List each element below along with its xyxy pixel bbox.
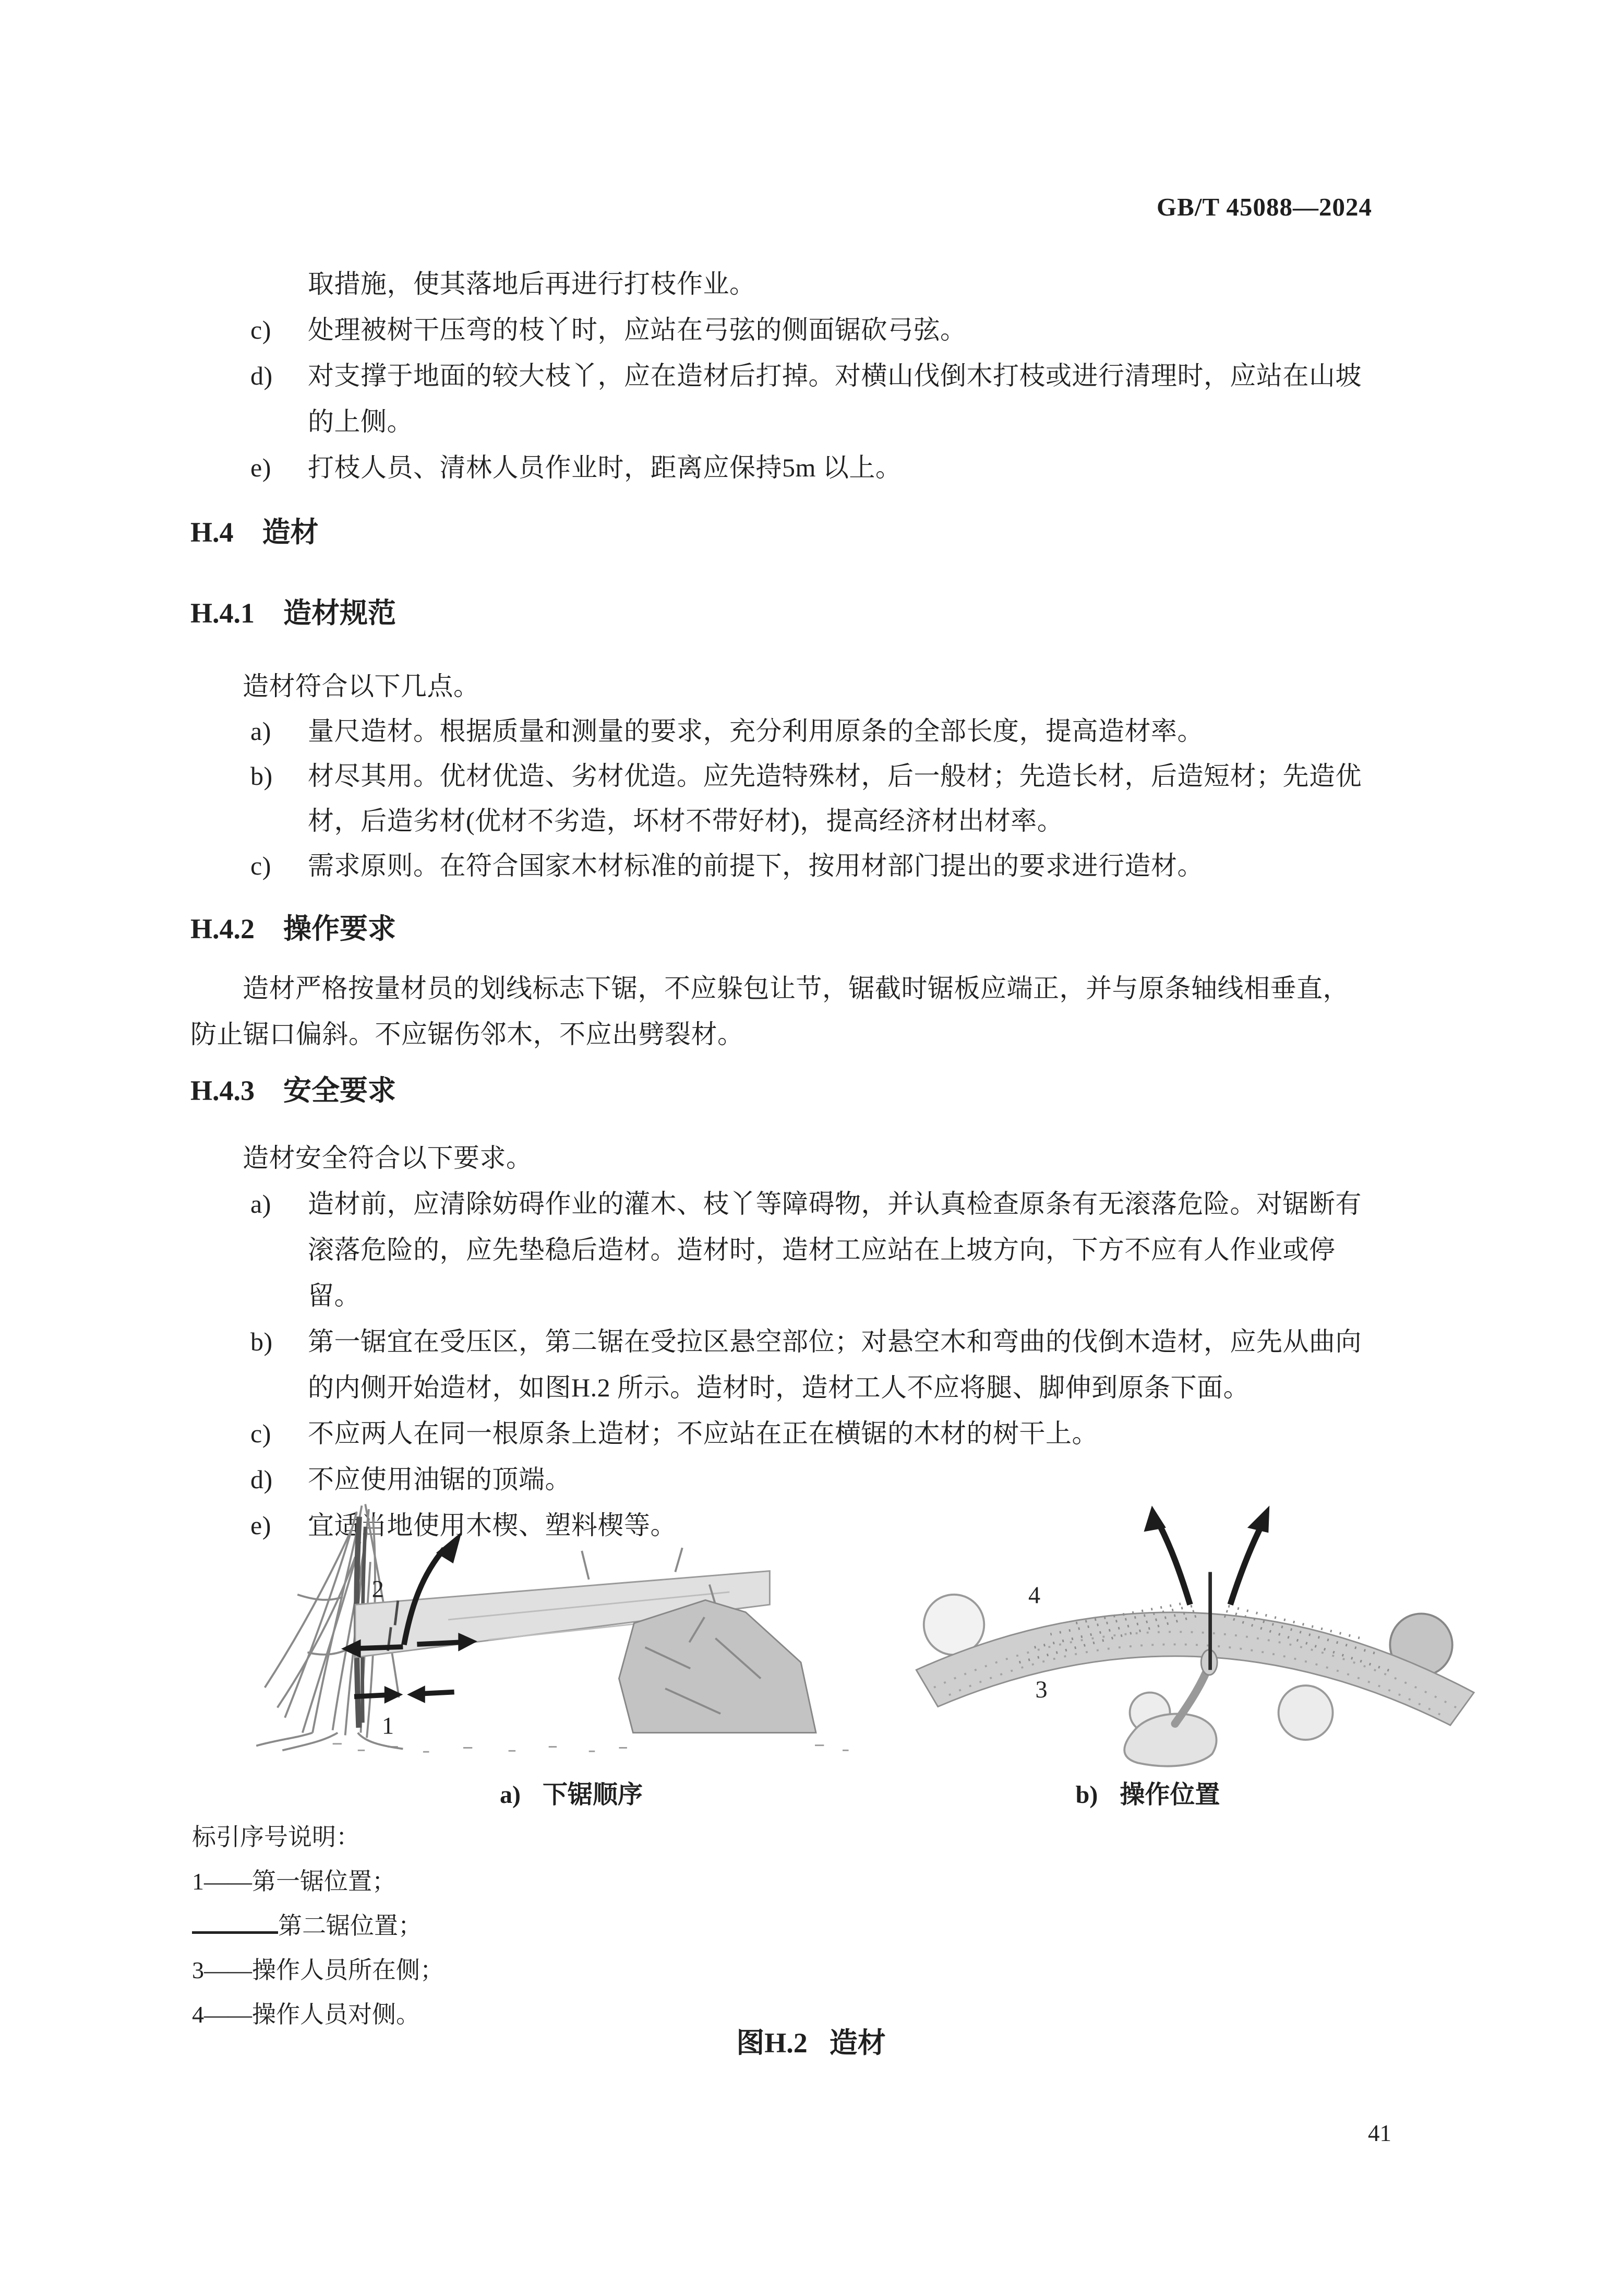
- caption-text: 操作位置: [1120, 1781, 1220, 1809]
- section-heading-h43: [190, 1072, 1372, 1109]
- legend-row: [192, 1948, 444, 1992]
- list-item: [190, 307, 1372, 353]
- item-text: 需求原则。在符合国家木材标准的前提下，按用材部门提出的要求进行造材。: [308, 851, 1204, 880]
- item-label: b): [250, 761, 273, 791]
- heading-number: H.4.1: [190, 597, 255, 629]
- item-label: d): [250, 361, 273, 390]
- list-item: [190, 1181, 1372, 1319]
- section-heading-h42: [190, 911, 1372, 947]
- standard-number-header: GB/T 45088—2024: [1157, 193, 1372, 221]
- list-item: [190, 1456, 1372, 1502]
- paragraph: 造材安全符合以下要求。: [243, 1143, 533, 1173]
- h41-body: [190, 664, 1372, 888]
- section-heading-h4: [190, 514, 1372, 551]
- caption-label: a): [500, 1781, 521, 1809]
- heading-title: 安全要求: [283, 1075, 397, 1106]
- list-item: [190, 1319, 1372, 1410]
- item-text: 对支撑于地面的较大枝丫，应在造材后打掉。对横山伐倒木打枝或进行清理时，应站在山坡的上侧。: [308, 361, 1362, 436]
- h43-body: [190, 1135, 1372, 1548]
- item-text: 宜适当地使用木楔、塑料楔等。: [308, 1511, 677, 1540]
- legend-text: 操作人员对侧。: [252, 2001, 420, 2028]
- heading-number: H.4: [190, 517, 234, 548]
- list-item: [190, 353, 1372, 445]
- legend-row: [192, 1904, 444, 1948]
- figure-b-operating-position-illustration: [876, 1497, 1534, 1768]
- item-label: c): [250, 1419, 271, 1448]
- item-label: e): [250, 1511, 271, 1540]
- legend-text: 第二锯位置；: [278, 1912, 422, 1939]
- item-label: c): [250, 851, 271, 880]
- item-text: 造材前，应清除妨碍作业的灌木、枝丫等障碍物，并认真检查原条有无滚落危险。对锯断有滚落危险的，应先垫稳后造材。造材时，造材工应站在上坡方向，下方不应有人作业或停留。: [308, 1189, 1362, 1310]
- item-label: e): [250, 453, 271, 482]
- list-item: [190, 709, 1372, 754]
- legend-row: [192, 1859, 444, 1904]
- list-item: [190, 843, 1372, 888]
- item-text: 材尽其用。优材优造、劣材优造。应先造特殊材，后一般材；先造长材，后造短材；先造优材，后造劣材(优材不劣造，坏材不带好材)，提高经济材出材率。: [308, 761, 1362, 835]
- figure-a-bucking-sequence-illustration: [224, 1497, 918, 1768]
- heading-number: H.4.3: [190, 1075, 255, 1106]
- item-text: 不应使用油锯的顶端。: [308, 1465, 571, 1494]
- legend-block: [192, 1815, 444, 2037]
- heading-number: H.4.2: [190, 913, 255, 944]
- continuation-line: 取措施，使其落地后再进行打枝作业。: [308, 269, 756, 298]
- page-number: 41: [1368, 2120, 1391, 2146]
- heading-title: 操作要求: [283, 913, 397, 944]
- h42-paragraph: 造材严格按量材员的划线标志下锯，不应躲包让节，锯截时锯板应端正，并与原条轴线相垂直，防止锯口偏斜。不应锯伤邻木，不应出劈裂材。: [190, 974, 1349, 1049]
- item-text: 处理被树干压弯的枝丫时，应站在弓弦的侧面锯砍弓弦。: [308, 315, 967, 344]
- legend-prefix: 3——: [192, 1957, 252, 1983]
- legend-text: 第一锯位置；: [252, 1868, 396, 1895]
- caption-text: 下锯顺序: [542, 1781, 643, 1809]
- top-list-block: [190, 261, 1372, 491]
- bowed-log: [916, 1612, 1474, 1725]
- legend-prefix: 4——: [192, 2001, 252, 2028]
- ground-texture: [333, 1744, 849, 1752]
- item-label: a): [250, 716, 271, 746]
- caption-b: [835, 1774, 1461, 1810]
- item-text: 不应两人在同一根原条上造材；不应站在正在横锯的木材的树干上。: [308, 1419, 1098, 1448]
- caption-a: [224, 1774, 918, 1810]
- heading-title: 造材规范: [283, 597, 397, 629]
- marker-2: 2: [371, 1575, 384, 1603]
- legend-title: 标引序号说明：: [192, 1824, 360, 1850]
- second-saw-underline: [192, 1908, 278, 1934]
- marker-3: 3: [1035, 1676, 1048, 1703]
- list-item: [190, 445, 1372, 491]
- heading-title: 造材: [262, 517, 319, 548]
- list-item: [190, 1410, 1372, 1456]
- legend-text: 操作人员所在侧；: [252, 1957, 444, 1983]
- list-item: [190, 754, 1372, 843]
- figure-title-number: 图H.2: [736, 2027, 808, 2059]
- item-label: d): [250, 1465, 273, 1494]
- item-text: 第一锯宜在受压区，第二锯在受拉区悬空部位；对悬空木和弯曲的伐倒木造材，应先从曲向的内侧开始造材，如图H.2 所示。造材时，造材工人不应将腿、脚伸到原条下面。: [308, 1327, 1362, 1402]
- operator-figure: [1124, 1572, 1217, 1766]
- item-text: 量尺造材。根据质量和测量的要求，充分利用原条的全部长度，提高造材率。: [308, 716, 1204, 746]
- figure-title: [0, 2020, 1622, 2061]
- item-text: 打枝人员、清林人员作业时，距离应保持5m 以上。: [308, 453, 902, 482]
- marker-1: 1: [381, 1712, 394, 1739]
- spring-direction-arrows: [1144, 1505, 1270, 1605]
- caption-label: b): [1075, 1781, 1098, 1809]
- marker-4: 4: [1028, 1582, 1041, 1609]
- legend-prefix: 1——: [192, 1868, 252, 1895]
- section-heading-h41: [190, 595, 1372, 631]
- figure-title-text: 造材: [829, 2027, 886, 2059]
- item-label: c): [250, 315, 271, 344]
- lower-log-end: [1279, 1685, 1333, 1740]
- item-label: a): [250, 1189, 271, 1218]
- item-label: b): [250, 1327, 273, 1356]
- paragraph: 造材符合以下几点。: [243, 672, 480, 701]
